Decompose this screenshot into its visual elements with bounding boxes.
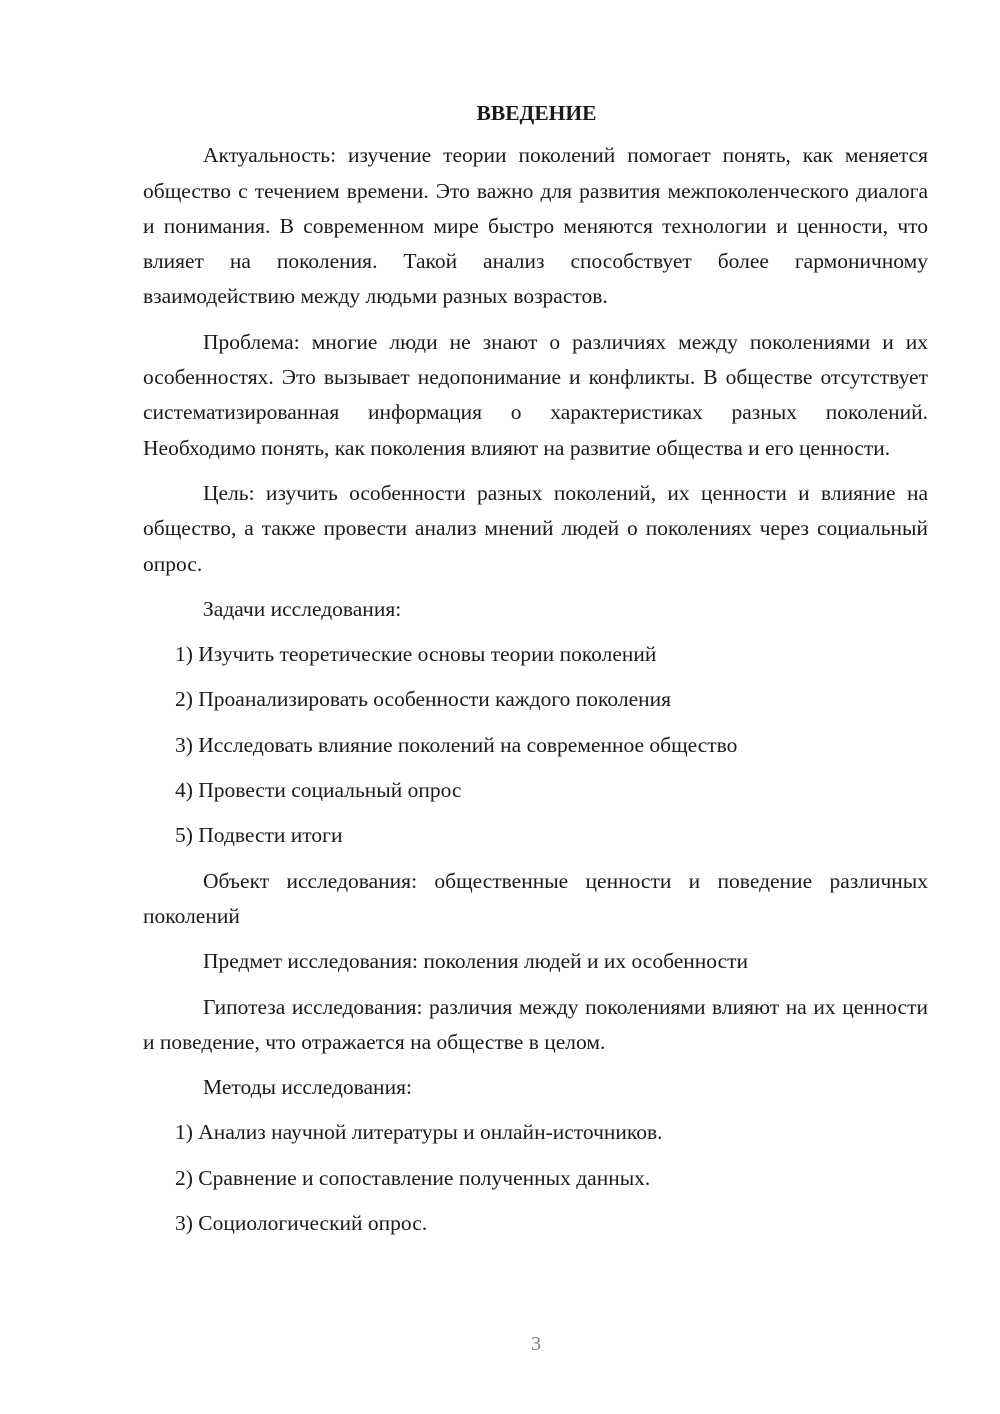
hypothesis-paragraph: Гипотеза исследования: различия между поколениями влияют на их ценности и поведение, что отражается на обществе в целом. [143, 994, 928, 1054]
problem-paragraph: Проблема: многие люди не знают о различиях между поколениями и их особенностях. Это вызывает недопонимание и конфликты. В обществе отсутствует систематизированная информация о характеристиках разных поколений. Необходимо понять, как поколения влияют на развитие общества и его ценности. [143, 329, 928, 460]
tasks-heading: Задачи исследования: [203, 596, 402, 621]
object-paragraph: Объект исследования: общественные ценности и поведение различных поколений [143, 868, 928, 928]
methods-heading: Методы исследования: [203, 1075, 412, 1100]
list-item: 5) Подвести итоги [175, 823, 343, 848]
page-number: 3 [531, 1333, 541, 1355]
methods-list [143, 1115, 928, 1241]
goal-paragraph: Цель: изучить особенности разных поколений, их ценности и влияние на общество, а также провести анализ мнений людей о поколениях через социальный опрос. [143, 480, 928, 576]
list-item: 4) Провести социальный опрос [175, 778, 462, 803]
list-item: 2) Сравнение и сопоставление полученных данных. [175, 1165, 651, 1190]
subject-paragraph: Предмет исследования: поколения людей и их особенности [203, 949, 749, 974]
document-page [143, 96, 928, 1251]
tasks-list [143, 637, 928, 853]
list-item: 2) Проанализировать особенности каждого поколения [175, 687, 672, 712]
section-title: ВВЕДЕНИЕ [476, 101, 597, 125]
relevance-paragraph: Актуальность: изучение теории поколений помогает понять, как меняется общество с течением времени. Это важно для развития межпоколенческого диалога и понимания. В современном мире быстро меняются технологии и ценности, что влияет на поколения. Такой анализ способствует более гармоничному взаимодействию между людьми разных возрастов. [143, 143, 928, 309]
list-item: 1) Изучить теоретические основы теории поколений [175, 642, 657, 667]
list-item: 3) Социологический опрос. [175, 1211, 428, 1236]
list-item: 1) Анализ научной литературы и онлайн-источников. [175, 1120, 663, 1145]
list-item: 3) Исследовать влияние поколений на современное общество [175, 732, 738, 757]
